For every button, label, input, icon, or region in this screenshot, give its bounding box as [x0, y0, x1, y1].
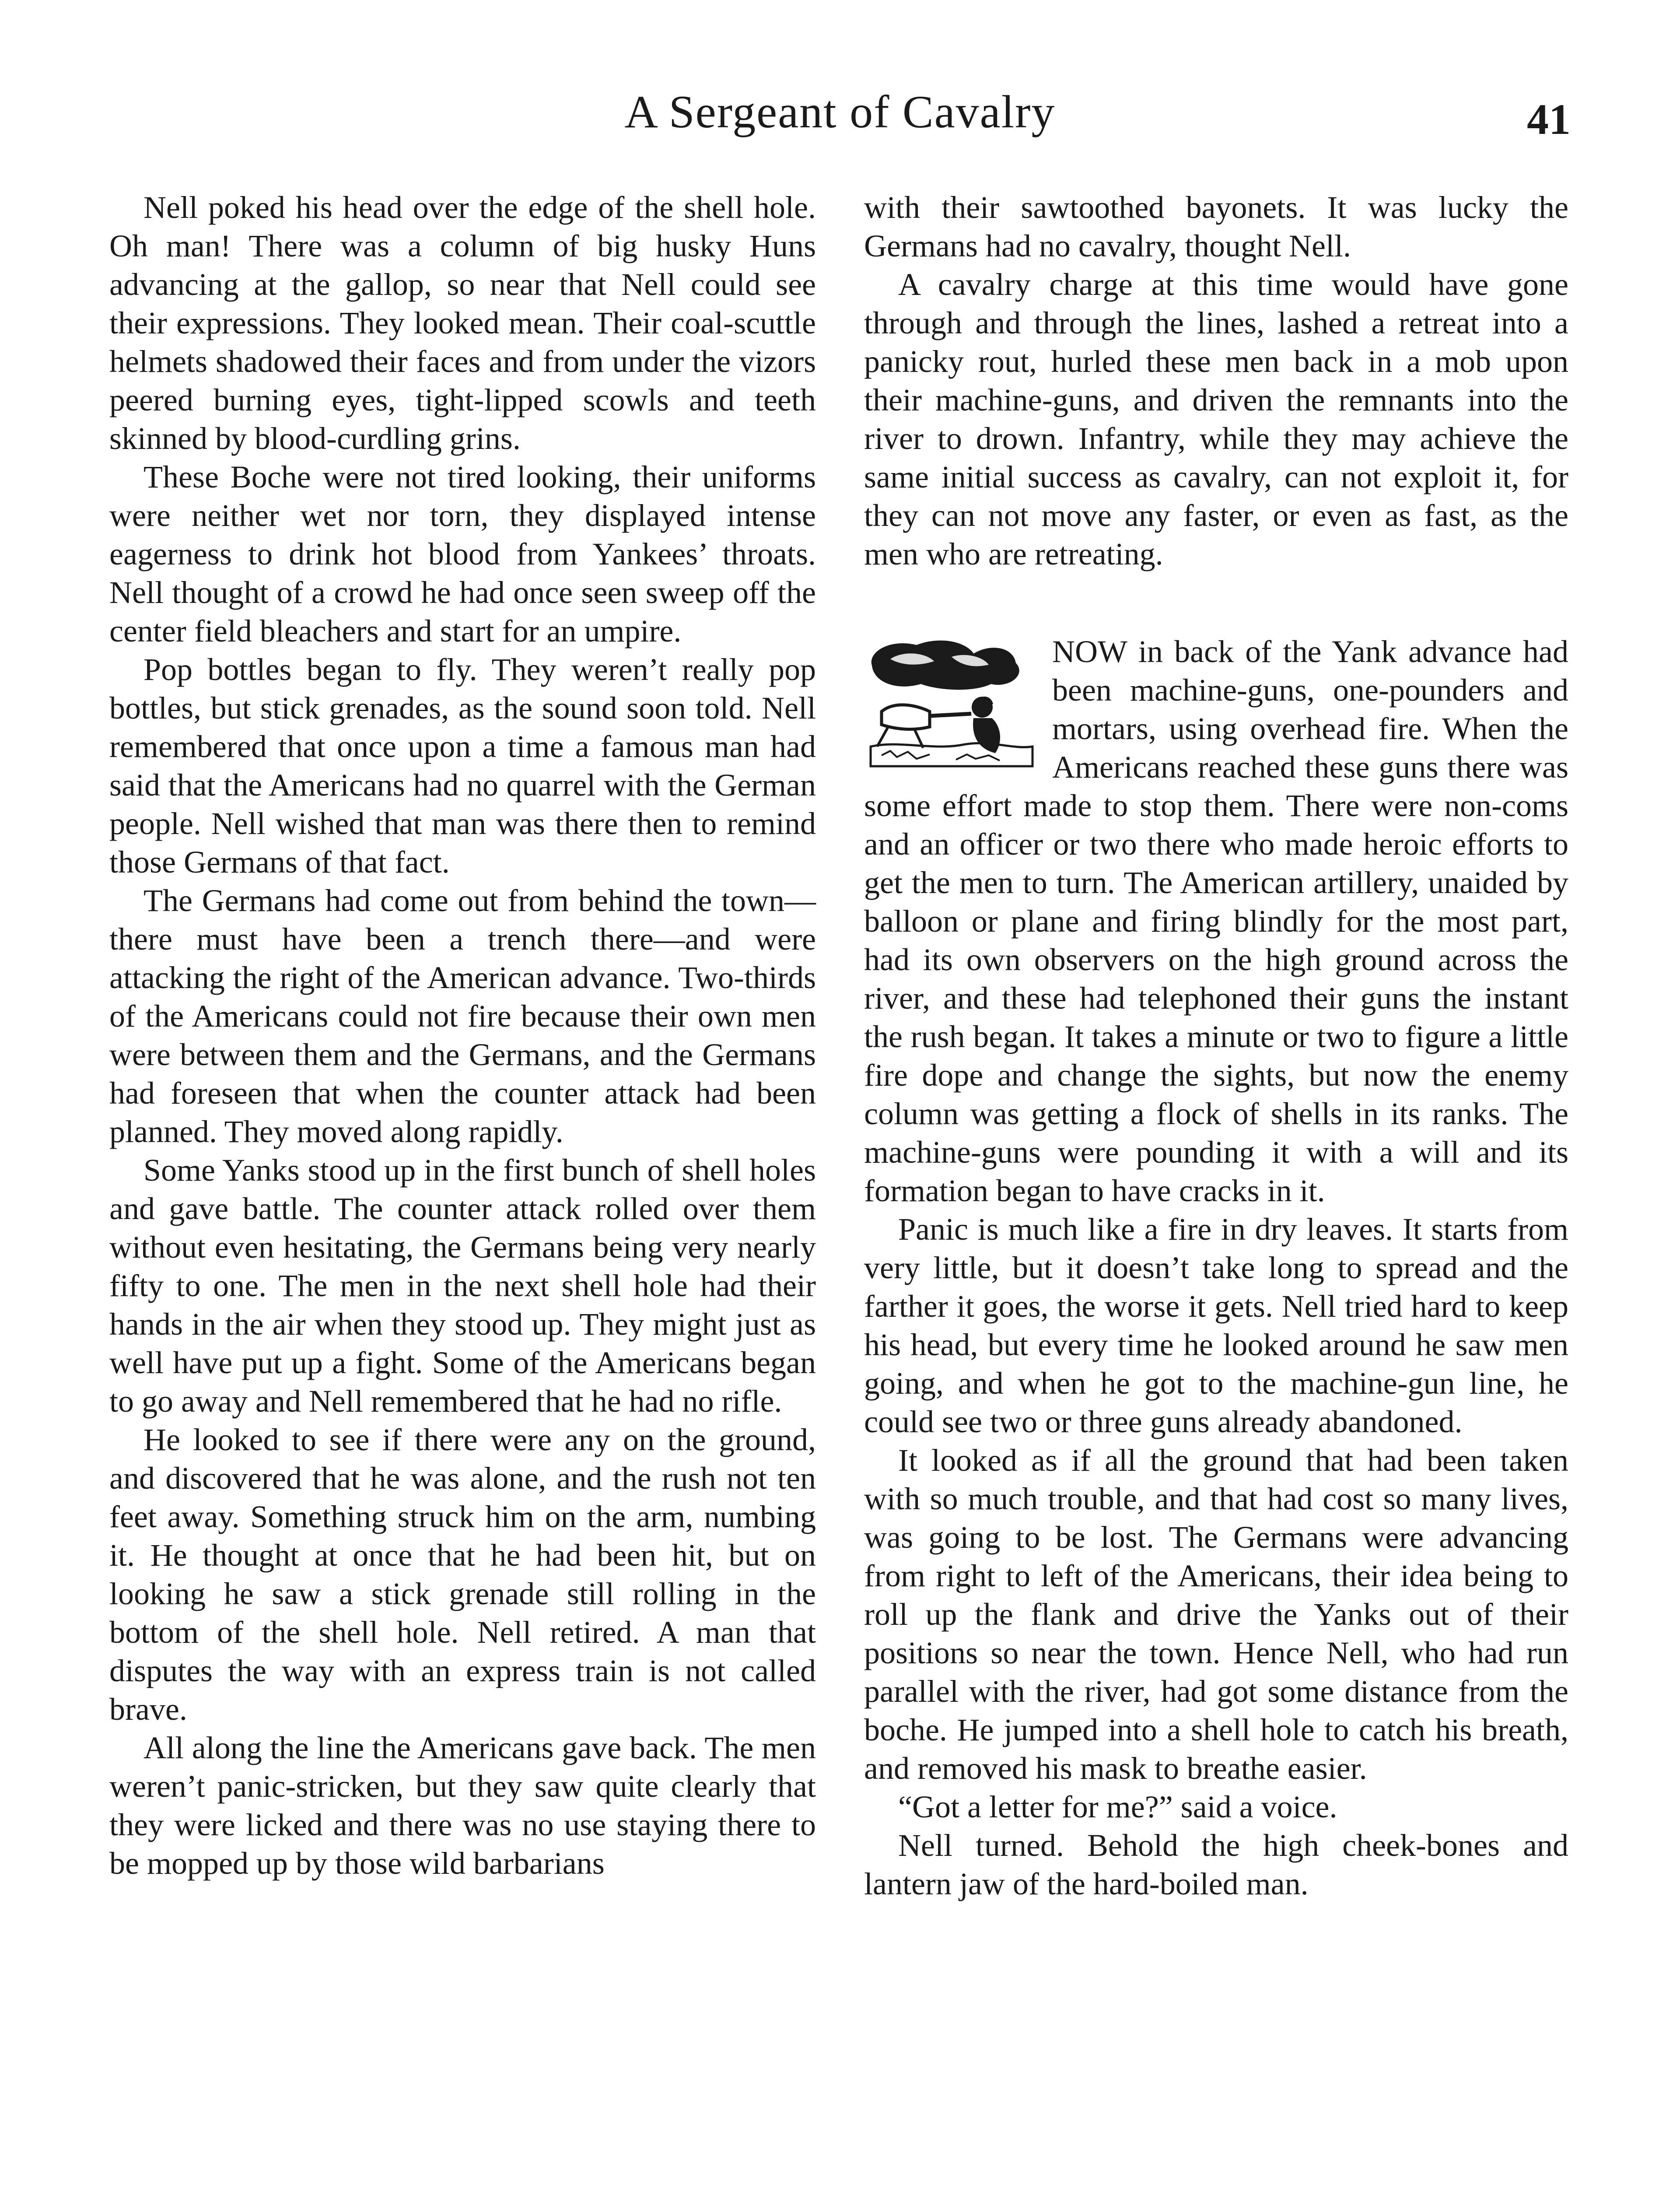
right-paragraph-ground: It looked as if all the ground that had been taken with so much trouble, and that had cost so many lives, was going to be lost. The Germans were advancing from right to left of the Americans, their idea being to roll up the flank and drive the Yanks out of their positions so near the town. Hence Nell, who had run parallel with the river, had got some distance from the boche. He jumped into a shell hole to catch his breath, and removed his mask to breathe easier.: [864, 1443, 1568, 1786]
right-column: [864, 188, 1568, 1903]
right-paragraph-letter: “Got a letter for me?” said a voice.: [898, 1789, 1337, 1824]
running-head: A Sergeant of Cavalry: [624, 86, 1056, 137]
right-paragraph-cavalry: A cavalry charge at this time would have gone through and through the lines, lashed a retreat into a panicky rout, hurled these men back in a mob upon their machine-guns, and driven the remnants into the river to drown. Infantry, while they may achieve the same initial success as cavalry, can not exploit it, for they can not move any faster, or even as fast, as the men who are retreating.: [864, 267, 1568, 572]
section-opening-paragraph: NOW in back of the Yank advance had been machine-guns, one-pounders and mortars, using overhead fire. When the Americans reached these guns there was some effort made to stop them. There were non-coms and an officer or two there who made heroic efforts to get the men to turn. The American artillery, unaided by balloon or plane and firing blindly for the most part, had its own observers on the high ground across the river, and these had telephoned their guns the instant the rush began. It takes a minute or two to figure a little fire dope and change the sights, but now the enemy column was getting a flock of shells in its ranks. The machine-guns were pounding it with a will and its formation began to have cracks in it.: [864, 634, 1568, 1208]
left-paragraph-3: Pop bottles began to fly. They weren’t really pop bottles, but stick grenades, as the sound soon told. Nell remembered that once upon a time a famous man had said that the Americans had no quarrel with the German people. Nell wished that man was there then to remind those Germans of that fact.: [109, 652, 816, 880]
left-column: [109, 188, 816, 1883]
left-paragraph-6: He looked to see if there were any on the ground, and discovered that he was alone, and the rush not ten feet away. Something struck him on the arm, numbing it. He thought at once that he had been hit, but on looking he saw a stick grenade still rolling in the bottom of the shell hole. Nell retired. A man that disputes the way with an express train is not called brave.: [109, 1422, 816, 1727]
left-paragraph-7: All along the line the Americans gave back. The men weren’t panic-stricken, but they saw quite clearly that they were licked and there was no use staying there to be mopped up by those wild barbarians: [109, 1730, 816, 1881]
page-number: 41: [1527, 95, 1571, 144]
left-paragraph-4: The Germans had come out from behind the town—there must have been a trench there—and were attacking the right of the American advance. Two-thirds of the Americans could not fire because their own men were between them and the Germans, and the Germans had foreseen that when the counter attack had been planned. They moved along rapidly.: [109, 883, 816, 1149]
section-drop-illustration: [864, 635, 1039, 777]
right-paragraph-closing: Nell turned. Behold the high cheek-bones and lantern jaw of the hard-boiled man.: [864, 1828, 1568, 1901]
left-paragraph-1: Nell poked his head over the edge of the shell hole. Oh man! There was a column of big husky Huns advancing at the gallop, so near that Nell could see their expressions. They looked mean. Their coal-scuttle helmets shadowed their faces and from under the vizors peered burning eyes, tight-lipped scowls and teeth skinned by blood-curdling grins.: [109, 190, 816, 456]
right-continuation: with their sawtoothed bayonets. It was lucky the Germans had no cavalry, thought Nell.: [864, 190, 1568, 263]
section-gap: [864, 573, 1568, 632]
left-paragraph-5: Some Yanks stood up in the first bunch of shell holes and gave battle. The counter attack rolled over them without even hesitating, the Germans being very nearly fifty to one. The men in the next shell hole had their hands in the air when they stood up. They might just as well have put up a fight. Some of the Americans began to go away and Nell remembered that he had no rifle.: [109, 1153, 816, 1419]
right-paragraph-panic: Panic is much like a fire in dry leaves. It starts from very little, but it doesn’t take long to spread and the farther it goes, the worse it gets. Nell tried hard to keep his head, but every time he looked around he saw men going, and when he got to the machine-gun line, he could see two or three guns already abandoned.: [864, 1212, 1568, 1439]
left-paragraph-2: These Boche were not tired looking, their uniforms were neither wet nor torn, they displayed intense eagerness to drink hot blood from Yankees’ throats. Nell thought of a crowd he had once seen sweep off the center field bleachers and start for an umpire.: [109, 459, 816, 649]
soldier-vignette-icon: [864, 635, 1039, 777]
